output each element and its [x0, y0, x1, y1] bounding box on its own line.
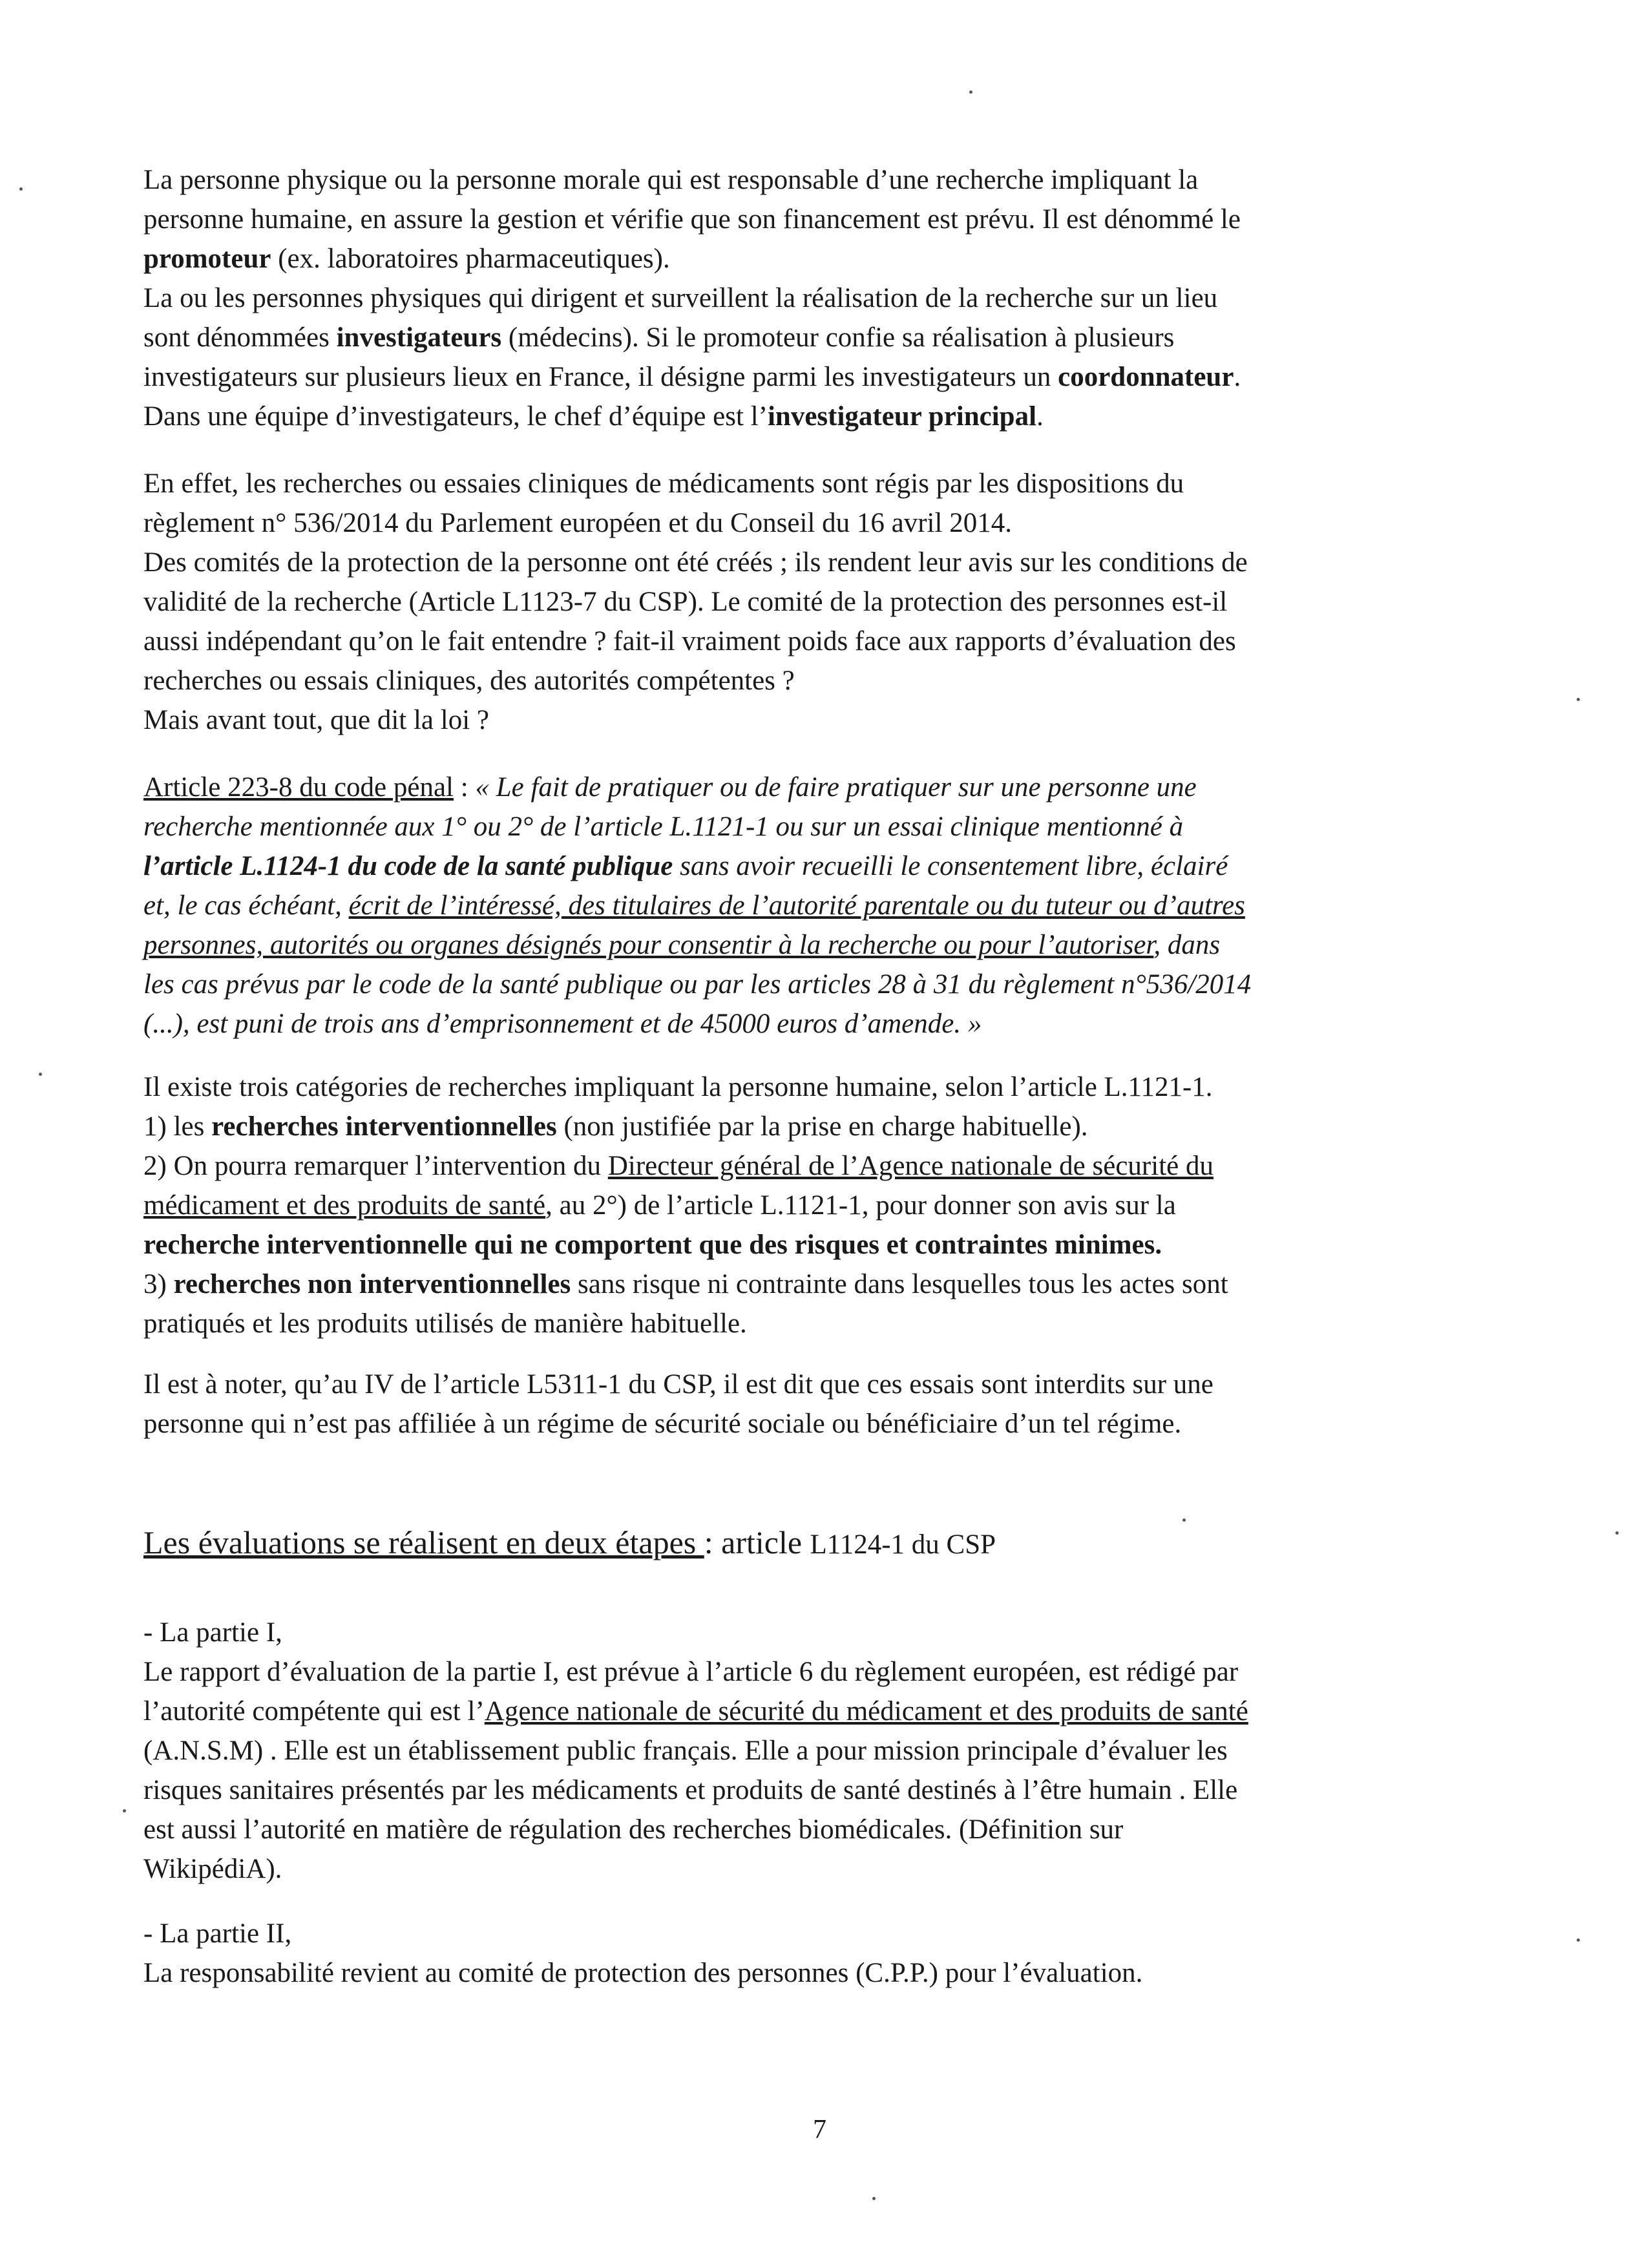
scan-speck: [1615, 1531, 1619, 1535]
text-line: l’autorité compétente qui est l’Agence nationale de sécurité du médicament et des produits de santé: [143, 1696, 1248, 1727]
text-line: aussi indépendant qu’on le fait entendre ? fait-il vraiment poids face aux rapports d’évaluation des: [143, 626, 1236, 656]
text-line: La responsabilité revient au comité de protection des personnes (C.P.P.) pour l’évaluation.: [143, 1958, 1143, 1988]
text-line: La ou les personnes physiques qui dirigent et surveillent la réalisation de la recherche sur un lieu: [143, 283, 1218, 313]
section-heading: Les évaluations se réalisent en deux étapes : article L1124-1 du CSP: [143, 1524, 996, 1560]
text-line: est aussi l’autorité en matière de régulation des recherches biomédicales. (Définition sur: [143, 1814, 1124, 1845]
page-number: 7: [813, 2115, 826, 2145]
text-line: recherches ou essais cliniques, des autorités compétentes ?: [143, 666, 795, 696]
text-line: Il existe trois catégories de recherches impliquant la personne humaine, selon l’article L.1121-1.: [143, 1072, 1213, 1102]
paragraph-reglement: [143, 464, 1475, 740]
text-line: (A.N.S.M) . Elle est un établissement public français. Elle a pour mission principale d’évaluer les: [143, 1736, 1228, 1766]
text-line: promoteur (ex. laboratoires pharmaceutiques).: [143, 244, 670, 274]
text-line: (...), est puni de trois ans d’emprisonnement et de 45000 euros d’amende. »: [143, 1009, 982, 1039]
scan-speck: [123, 1809, 126, 1812]
term-investigateur-principal: investigateur principal: [767, 401, 1037, 432]
text-line: sont dénommées investigateurs (médecins). Si le promoteur confie sa réalisation à plusieurs: [143, 322, 1175, 353]
scan-speck: [39, 1073, 42, 1076]
text-line: Des comités de la protection de la personne ont été créés ; ils rendent leur avis sur les conditions de: [143, 547, 1248, 578]
text-line: 1) les recherches interventionnelles (non justifiée par la prise en charge habituelle).: [143, 1111, 1088, 1142]
text-line: risques sanitaires présentés par les médicaments et produits de santé destinés à l’être humain . Elle: [143, 1775, 1238, 1805]
scan-speck: [1577, 698, 1580, 701]
text-line: investigateurs sur plusieurs lieux en France, il désigne parmi les investigateurs un coordonnateur.: [143, 362, 1241, 392]
text-line: 2) On pourra remarquer l’intervention du Directeur général de l’Agence nationale de sécurité du: [143, 1151, 1213, 1181]
text-line: Article 223-8 du code pénal : « Le fait de pratiquer ou de faire pratiquer sur une personne une: [143, 772, 1197, 803]
text-line: Dans une équipe d’investigateurs, le chef d’équipe est l’investigateur principal.: [143, 401, 1044, 432]
paragraph-code-penal: [143, 768, 1475, 1044]
text-line: Le rapport d’évaluation de la partie I, est prévue à l’article 6 du règlement européen, est rédigé par: [143, 1657, 1239, 1687]
scan-speck: [1182, 1518, 1186, 1522]
text-line: les cas prévus par le code de la santé publique ou par les articles 28 à 31 du règlement n°536/2014: [143, 969, 1252, 1000]
scan-speck: [19, 187, 23, 191]
term-investigateurs: investigateurs: [336, 322, 502, 353]
text-line: l’article L.1124-1 du code de la santé publique sans avoir recueilli le consentement libre, éclairé: [143, 851, 1228, 881]
paragraph-partie-ii: [143, 1914, 1475, 1993]
scan-speck: [969, 90, 972, 94]
text-line: recherche mentionnée aux 1° ou 2° de l’article L.1121-1 ou sur un essai clinique mentionné à: [143, 812, 1184, 842]
text-line: personne humaine, en assure la gestion et vérifie que son financement est prévu. Il est dénommé le: [143, 204, 1241, 235]
text-line: médicament et des produits de santé, au 2°) de l’article L.1121-1, pour donner son avis sur la: [143, 1190, 1176, 1221]
paragraph-promoteur: [143, 160, 1475, 436]
text-line: WikipédiA).: [143, 1854, 282, 1884]
term-promoteur: promoteur: [143, 244, 271, 274]
article-reference: Article 223-8 du code pénal: [143, 772, 454, 803]
text-line: - La partie I,: [143, 1617, 282, 1648]
text-line: La personne physique ou la personne morale qui est responsable d’une recherche impliquant la: [143, 165, 1199, 195]
text-line: Mais avant tout, que dit la loi ?: [143, 705, 490, 735]
term-coordonnateur: coordonnateur: [1058, 362, 1234, 392]
scan-speck: [872, 2197, 876, 2200]
paragraph-partie-i: [143, 1613, 1475, 1889]
scan-speck: [1577, 1938, 1580, 1942]
text-line: validité de la recherche (Article L1123-7 du CSP). Le comité de la protection des personnes est-il: [143, 587, 1228, 617]
text-line: recherche interventionnelle qui ne comportent que des risques et contraintes minimes.: [143, 1230, 1162, 1260]
paragraph-categories: [143, 1067, 1475, 1343]
text-line: - La partie II,: [143, 1918, 292, 1949]
text-line: 3) recherches non interventionnelles sans risque ni contrainte dans lesquelles tous les actes sont: [143, 1269, 1228, 1299]
text-line: et, le cas échéant, écrit de l’intéressé, des titulaires de l’autorité parentale ou du tuteur ou d’autres: [143, 890, 1245, 921]
paragraph-note: [143, 1365, 1475, 1444]
text-line: personne qui n’est pas affiliée à un régime de sécurité sociale ou bénéficiaire d’un tel régime.: [143, 1409, 1182, 1439]
text-line: règlement n° 536/2014 du Parlement européen et du Conseil du 16 avril 2014.: [143, 508, 1012, 538]
text-line: pratiqués et les produits utilisés de manière habituelle.: [143, 1308, 747, 1339]
text-line: En effet, les recherches ou essaies cliniques de médicaments sont régis par les dispositions du: [143, 468, 1184, 499]
text-line: Il est à noter, qu’au IV de l’article L5311-1 du CSP, il est dit que ces essais sont interdits sur une: [143, 1369, 1213, 1400]
text-line: personnes, autorités ou organes désignés pour consentir à la recherche ou pour l’autoriser, dans: [143, 930, 1221, 960]
